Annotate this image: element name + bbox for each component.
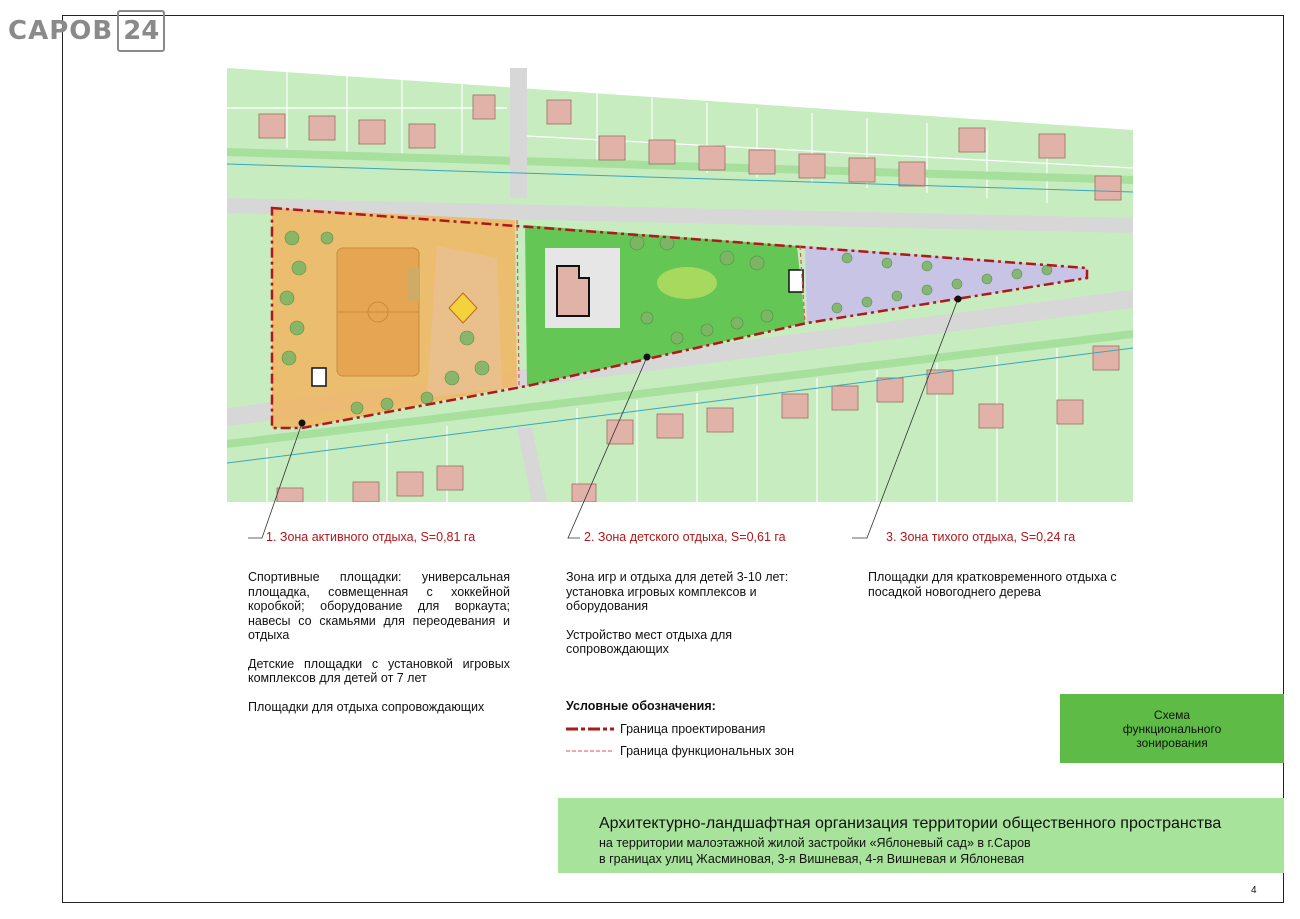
zone-1-desc-p2: Детские площадки с установкой игровых комплексов для детей от 7 лет <box>248 656 510 685</box>
banner-line-2: на территории малоэтажной жилой застройки «Яблоневый сад» в г.Саров <box>599 836 1031 850</box>
legend-line-project <box>566 725 614 733</box>
zone-2-title: 2. Зона детского отдыха, S=0,61 га <box>584 530 786 544</box>
zone-3-title: 3. Зона тихого отдыха, S=0,24 га <box>886 530 1076 544</box>
zone-2-description <box>566 570 806 671</box>
legend-title: Условные обозначения: <box>566 699 716 713</box>
zone-1-desc-p1: Спортивные площадки: универсальная площадка, совмещенная с хоккейной коробкой; оборудование для воркаута; навесы со скамьями для переодевания и отдыха <box>248 570 510 642</box>
banner-line-3: в границах улиц Жасминовая, 3-я Вишневая, 4-я Вишневая и Яблоневая <box>599 852 1025 866</box>
zone-3-desc-p1: Площадки для кратковременного отдыха с посадкой новогоднего дерева <box>868 570 1117 599</box>
legend-line-zone <box>566 747 614 755</box>
scheme-label: Схема функционального зонирования <box>1122 707 1222 750</box>
zone-1-title: 1. Зона активного отдыха, S=0,81 га <box>266 530 476 544</box>
logo-number: 24 <box>117 10 165 52</box>
site-plan-map <box>227 68 1133 502</box>
zone-3-description <box>868 570 1130 613</box>
structure-2 <box>789 270 803 292</box>
zone-2-desc-p1: Зона игр и отдыха для детей 3-10 лет: установка игровых комплексов и оборудования <box>566 570 789 613</box>
vertical-street <box>510 68 527 198</box>
zone-1-description <box>248 570 510 728</box>
legend-item-project-boundary <box>566 722 765 736</box>
structure-1 <box>312 368 326 386</box>
legend-item-zone-boundary <box>566 744 794 758</box>
logo <box>8 10 165 52</box>
project-title-banner <box>558 798 1284 873</box>
banner-line-1: Архитектурно-ландшафтная организация территории общественного пространства <box>599 815 1222 832</box>
zone-1-desc-p3: Площадки для отдыха сопровождающих <box>248 699 485 714</box>
page-number: 4 <box>1251 885 1257 896</box>
legend-label-zone: Граница функциональных зон <box>620 744 795 758</box>
logo-text: САРОВ <box>8 16 114 46</box>
scheme-label-box <box>1060 694 1284 763</box>
zone-2-desc-p2: Устройство мест отдыха для сопровождающих <box>566 627 733 656</box>
legend-label-project: Граница проектирования <box>620 722 766 736</box>
